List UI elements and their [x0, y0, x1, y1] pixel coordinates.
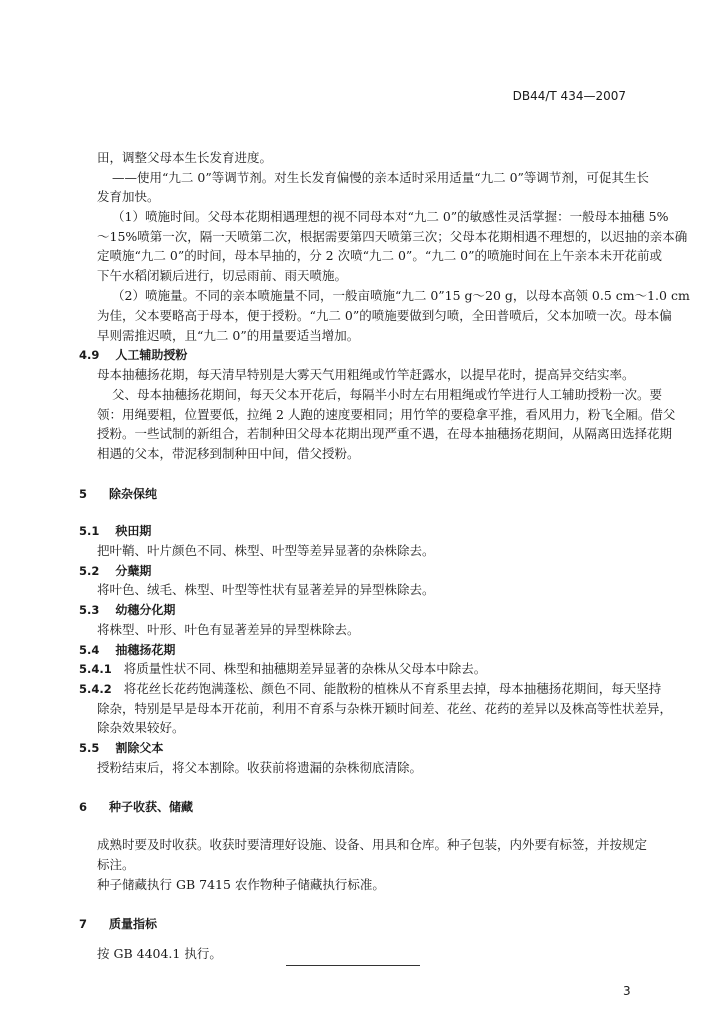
body-line: 母本抽穗扬花期，每天清早特别是大雾天气用粗绳或竹竿赶露水，以提早花时，提高异交结实率。 [97, 367, 635, 382]
body-line: 按 GB 4404.1 执行。 [97, 946, 222, 961]
body-line: （1）喷施时间。父母本花期相遇理想的视不同母本对“九二 0”的敏感性灵活掌握：一般母本抽穗 5% [112, 209, 669, 224]
section-title: 质量指标 [109, 917, 158, 931]
page-number: 3 [623, 984, 631, 998]
section-heading [79, 640, 175, 660]
body-line: 成熟时要及时收获。收获时要清理好设施、设备、用具和仓库。种子包装，内外要有标签，并按规定 [97, 837, 648, 852]
section-heading [79, 738, 163, 758]
body-line: 发育加快。 [97, 189, 160, 204]
end-rule [286, 965, 420, 966]
body-line: 种子储藏执行 GB 7415 农作物种子储藏执行标准。 [97, 877, 385, 892]
body-line: 把叶鞘、叶片颜色不同、株型、叶型等差异显著的杂株除去。 [97, 543, 435, 558]
section-number: 5 [79, 487, 88, 501]
body-line: （2）喷施量。不同的亲本喷施量不同，一般亩喷施“九二 0”15 g～20 g，以母本高领 0.5 cm～1.0 cm [112, 288, 690, 303]
section-title: 幼穗分化期 [115, 603, 176, 617]
body-line: 除杂，特别是早是母本开花前，利用不育系与杂株开颖时间差、花丝、花药的差异以及株高等性状差异， [97, 701, 673, 716]
body-line: 为佳，父本要略高于母本，便于授粉。“九二 0”的喷施要做到匀喷，全田普喷后，父本加喷一次。母本偏 [97, 308, 672, 323]
body-line: 将叶色、绒毛、株型、叶型等性状有显著差异的异型株除去。 [97, 582, 435, 597]
body-line: 除杂效果较好。 [97, 720, 185, 735]
body-line: 田，调整父母本生长发育进度。 [97, 150, 273, 165]
body-line: 授粉结束后，将父本割除。收获前将遗漏的杂株彻底清除。 [97, 760, 423, 775]
doc-code: DB44/T 434—2007 [512, 89, 626, 103]
section-title: 分蘖期 [115, 564, 152, 578]
section-title: 秧田期 [115, 524, 152, 538]
body-line: 早则需推迟喷，且“九二 0”的用量要适当增加。 [97, 328, 360, 343]
section-heading [79, 345, 187, 365]
section-number: 5.1 [79, 524, 100, 538]
clause-line [79, 679, 661, 699]
section-heading [79, 600, 175, 620]
section-number: 5.5 [79, 741, 100, 755]
section-number: 7 [79, 917, 88, 931]
body-line: ——使用“九二 0”等调节剂。对生长发育偏慢的亲本适时采用适量“九二 0”等调节剂，可促其生长 [112, 170, 649, 185]
section-title: 除杂保纯 [109, 487, 158, 501]
clause-number: 5.4.2 [79, 682, 112, 696]
body-line: 相遇的父本，带泥移到制种田中间，借父授粉。 [97, 446, 360, 461]
section-number: 5.3 [79, 603, 100, 617]
clause-number: 5.4.1 [79, 662, 112, 676]
body-line: 标注。 [97, 857, 135, 872]
section-title: 割除父本 [115, 741, 164, 755]
section-title: 种子收获、储藏 [109, 800, 194, 814]
body-line: 将株型、叶形、叶色有显著差异的异型株除去。 [97, 622, 360, 637]
body-line: 领：用绳要粗，位置要低，拉绳 2 人跑的速度要相同；用竹竿的要稳拿平推，看风用力，粉飞全厢。借父 [97, 407, 676, 422]
body-line: 下午水稻闭颖后进行，切忌雨前、雨天喷施。 [97, 268, 348, 283]
section-number: 6 [79, 800, 88, 814]
section-title: 抽穗扬花期 [115, 643, 176, 657]
section-heading [79, 561, 151, 581]
body-line: 定喷施“九二 0”的时间，母本早抽的，分 2 次喷“九二 0”。“九二 0”的喷施时间在上午亲本未开花前或 [97, 248, 663, 263]
section-heading [79, 521, 151, 541]
body-line: 授粉。一些试制的新组合，若制种田父母本花期出现严重不遇，在母本抽穗扬花期间，从隔离田选择花期 [97, 426, 673, 441]
section-heading [79, 484, 157, 504]
clause-text: 将质量性状不同、株型和抽穗期差异显著的杂株从父母本中除去。 [123, 661, 487, 676]
section-number: 5.4 [79, 643, 100, 657]
section-number: 5.2 [79, 564, 100, 578]
body-line: 父、母本抽穗扬花期间，每天父本开花后，每隔半小时左右用粗绳或竹竿进行人工辅助授粉一次。要 [112, 387, 663, 402]
body-line: ～15%喷第一次，隔一天喷第二次，根据需要第四天喷第三次；父母本花期相遇不理想的，以迟抽的亲本确 [97, 229, 688, 244]
section-heading [79, 914, 157, 934]
section-title: 人工辅助授粉 [115, 348, 188, 362]
clause-text: 将花丝长花药饱满蓬松、颜色不同、能散粉的植株从不育系里去掉，母本抽穗扬花期间，每天坚持 [123, 681, 662, 696]
clause-line [79, 659, 486, 679]
section-number: 4.9 [79, 348, 100, 362]
section-heading [79, 797, 193, 817]
